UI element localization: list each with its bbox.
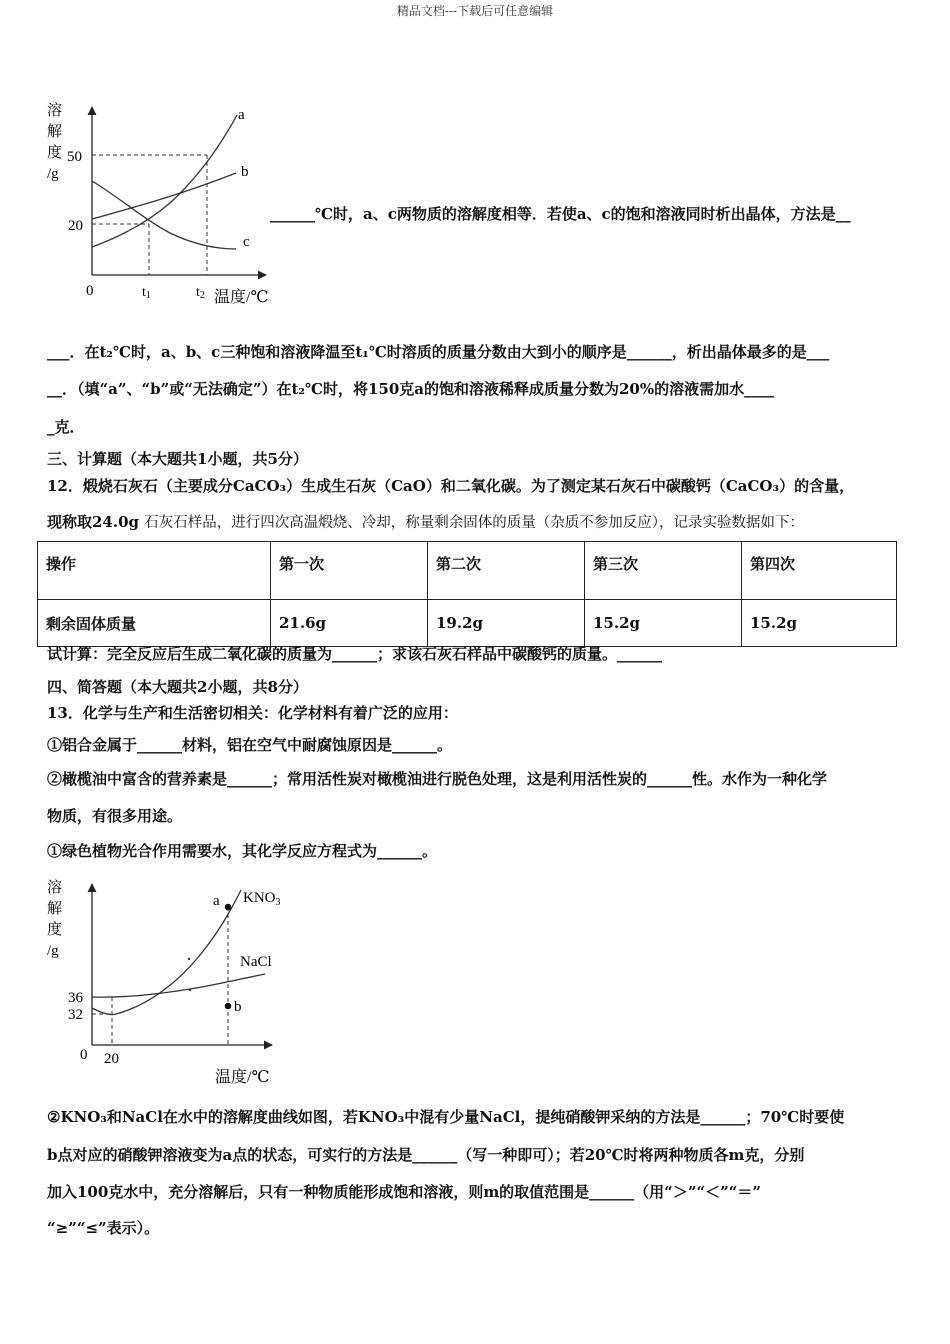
point-a — [225, 904, 232, 911]
table-cell: 第四次 — [742, 542, 897, 600]
point-b — [225, 1003, 232, 1010]
table-cell: 21.6g — [271, 600, 428, 647]
nacl-curve-tick — [189, 989, 191, 991]
kno3-curve-tick — [188, 958, 190, 960]
y-tick-32: 32 — [68, 1007, 83, 1023]
table-row — [38, 600, 897, 647]
table-cell: 剩余固体质量 — [38, 600, 271, 647]
q11-line1: ______℃时，a、c两物质的溶解度相等．若使a、c的饱和溶液同时析出晶体，方法是__ — [270, 205, 851, 223]
y-tick-50: 50 — [67, 149, 82, 165]
q12-mass: 现称取24.0g — [47, 513, 140, 531]
y-axis-char: 溶 — [47, 103, 63, 119]
table-cell: 第二次 — [428, 542, 585, 600]
y-axis-char: /g — [47, 166, 59, 182]
table-cell: 15.2g — [742, 600, 897, 647]
y-tick-20: 20 — [68, 218, 83, 234]
nacl-label: NaCl — [240, 954, 272, 970]
q13-line2: ①铝合金属于______材料，铝在空气中耐腐蚀原因是______。 — [47, 736, 453, 754]
y-axis-char: /g — [47, 943, 59, 959]
q13-line5: ①绿色植物光合作用需要水，其化学反应方程式为______。 — [47, 842, 438, 860]
section3-heading: 三、计算题（本大题共1小题，共5分） — [47, 450, 308, 468]
y-axis-char: 溶 — [47, 880, 63, 896]
x-tick-t1: t1 — [142, 285, 151, 301]
q13-line6: ②KNO₃和NaCl在水中的溶解度曲线如图，若KNO₃中混有少量NaCl，提纯硝酸钾采纳的方法是______；70℃时要使 — [47, 1108, 845, 1126]
section4-heading: 四、简答题（本大题共2小题，共8分） — [47, 678, 308, 696]
solubility-chart-abc — [40, 95, 280, 310]
q13-line7: b点对应的硝酸钾溶液变为a点的状态，可实行的方法是______（写一种即可）；若20℃时将两种物质各m克，分别 — [47, 1146, 805, 1164]
y-axis-char: 度 — [47, 145, 63, 161]
q11-line4: _克． — [47, 418, 85, 436]
table-cell: 15.2g — [585, 600, 742, 647]
curve-a-label: a — [238, 107, 245, 123]
q13-line3: ②橄榄油中富含的营养素是______；常用活性炭对橄榄油进行脱色处理，这是利用活性炭的______性。水作为一种化学 — [47, 770, 828, 788]
table-header-row — [38, 542, 897, 600]
x-axis-label: 温度/℃ — [215, 1069, 270, 1086]
x-tick-0: 0 — [86, 283, 94, 299]
q12-line3: 试计算：完全反应后生成二氧化碳的质量为______；求该石灰石样品中碳酸钙的质量。______ — [47, 645, 663, 663]
table-cell: 19.2g — [428, 600, 585, 647]
q13-line8: 加入100克水中，充分溶解后，只有一种物质能形成饱和溶液，则m的取值范围是______（用“＞”“＜”“＝” — [47, 1183, 761, 1201]
point-a-label: a — [213, 893, 220, 909]
q11-line2: ___．在t₂℃时，a、b、c三种饱和溶液降温至t₁℃时溶质的质量分数由大到小的顺序是______，析出晶体最多的是___ — [47, 343, 830, 361]
page-header: 精品文档---下载后可任意编辑 — [396, 4, 554, 18]
y-axis-char: 解 — [47, 124, 63, 140]
q12-line2-rest: 石灰石样品，进行四次高温煅烧、冷却，称量剩余固体的质量（杂质不参加反应），记录实验数据如下： — [144, 515, 805, 531]
q13-line9: “≥”“≤”表示）。 — [47, 1219, 160, 1237]
kno3-label: $KNO_3$ — [243, 890, 281, 908]
curve-b-label: b — [241, 164, 249, 180]
point-b-label: b — [234, 999, 242, 1015]
table-cell: 第一次 — [271, 542, 428, 600]
solubility-chart-kno3-nacl — [40, 870, 290, 1090]
q12-line1: 12．煅烧石灰石（主要成分CaCO₃）生成生石灰（CaO）和二氧化碳。为了测定某石灰石中碳酸钙（CaCO₃）的含量， — [47, 477, 855, 495]
y-tick-36: 36 — [68, 990, 83, 1006]
curve-c-label: c — [243, 234, 250, 250]
x-tick-0: 0 — [80, 1047, 88, 1063]
x-tick-20: 20 — [104, 1051, 119, 1067]
x-axis-label: 温度/℃ — [214, 289, 269, 306]
q11-line3: __．（填“a”、“b”或“无法确定”）在t₂℃时，将150克a的饱和溶液稀释成质量分数为20%的溶液需加水____ — [47, 380, 775, 398]
table-cell: 操作 — [38, 542, 271, 600]
table-cell: 第三次 — [585, 542, 742, 600]
experiment-table — [37, 541, 897, 647]
y-axis-char: 度 — [47, 922, 63, 938]
q12-line2 — [47, 511, 804, 532]
x-tick-t2: t2 — [196, 285, 205, 301]
y-axis-char: 解 — [47, 901, 63, 917]
q13-line4: 物质，有很多用途。 — [47, 807, 183, 825]
q13-line1: 13．化学与生产和生活密切相关：化学材料有着广泛的应用： — [47, 704, 458, 722]
